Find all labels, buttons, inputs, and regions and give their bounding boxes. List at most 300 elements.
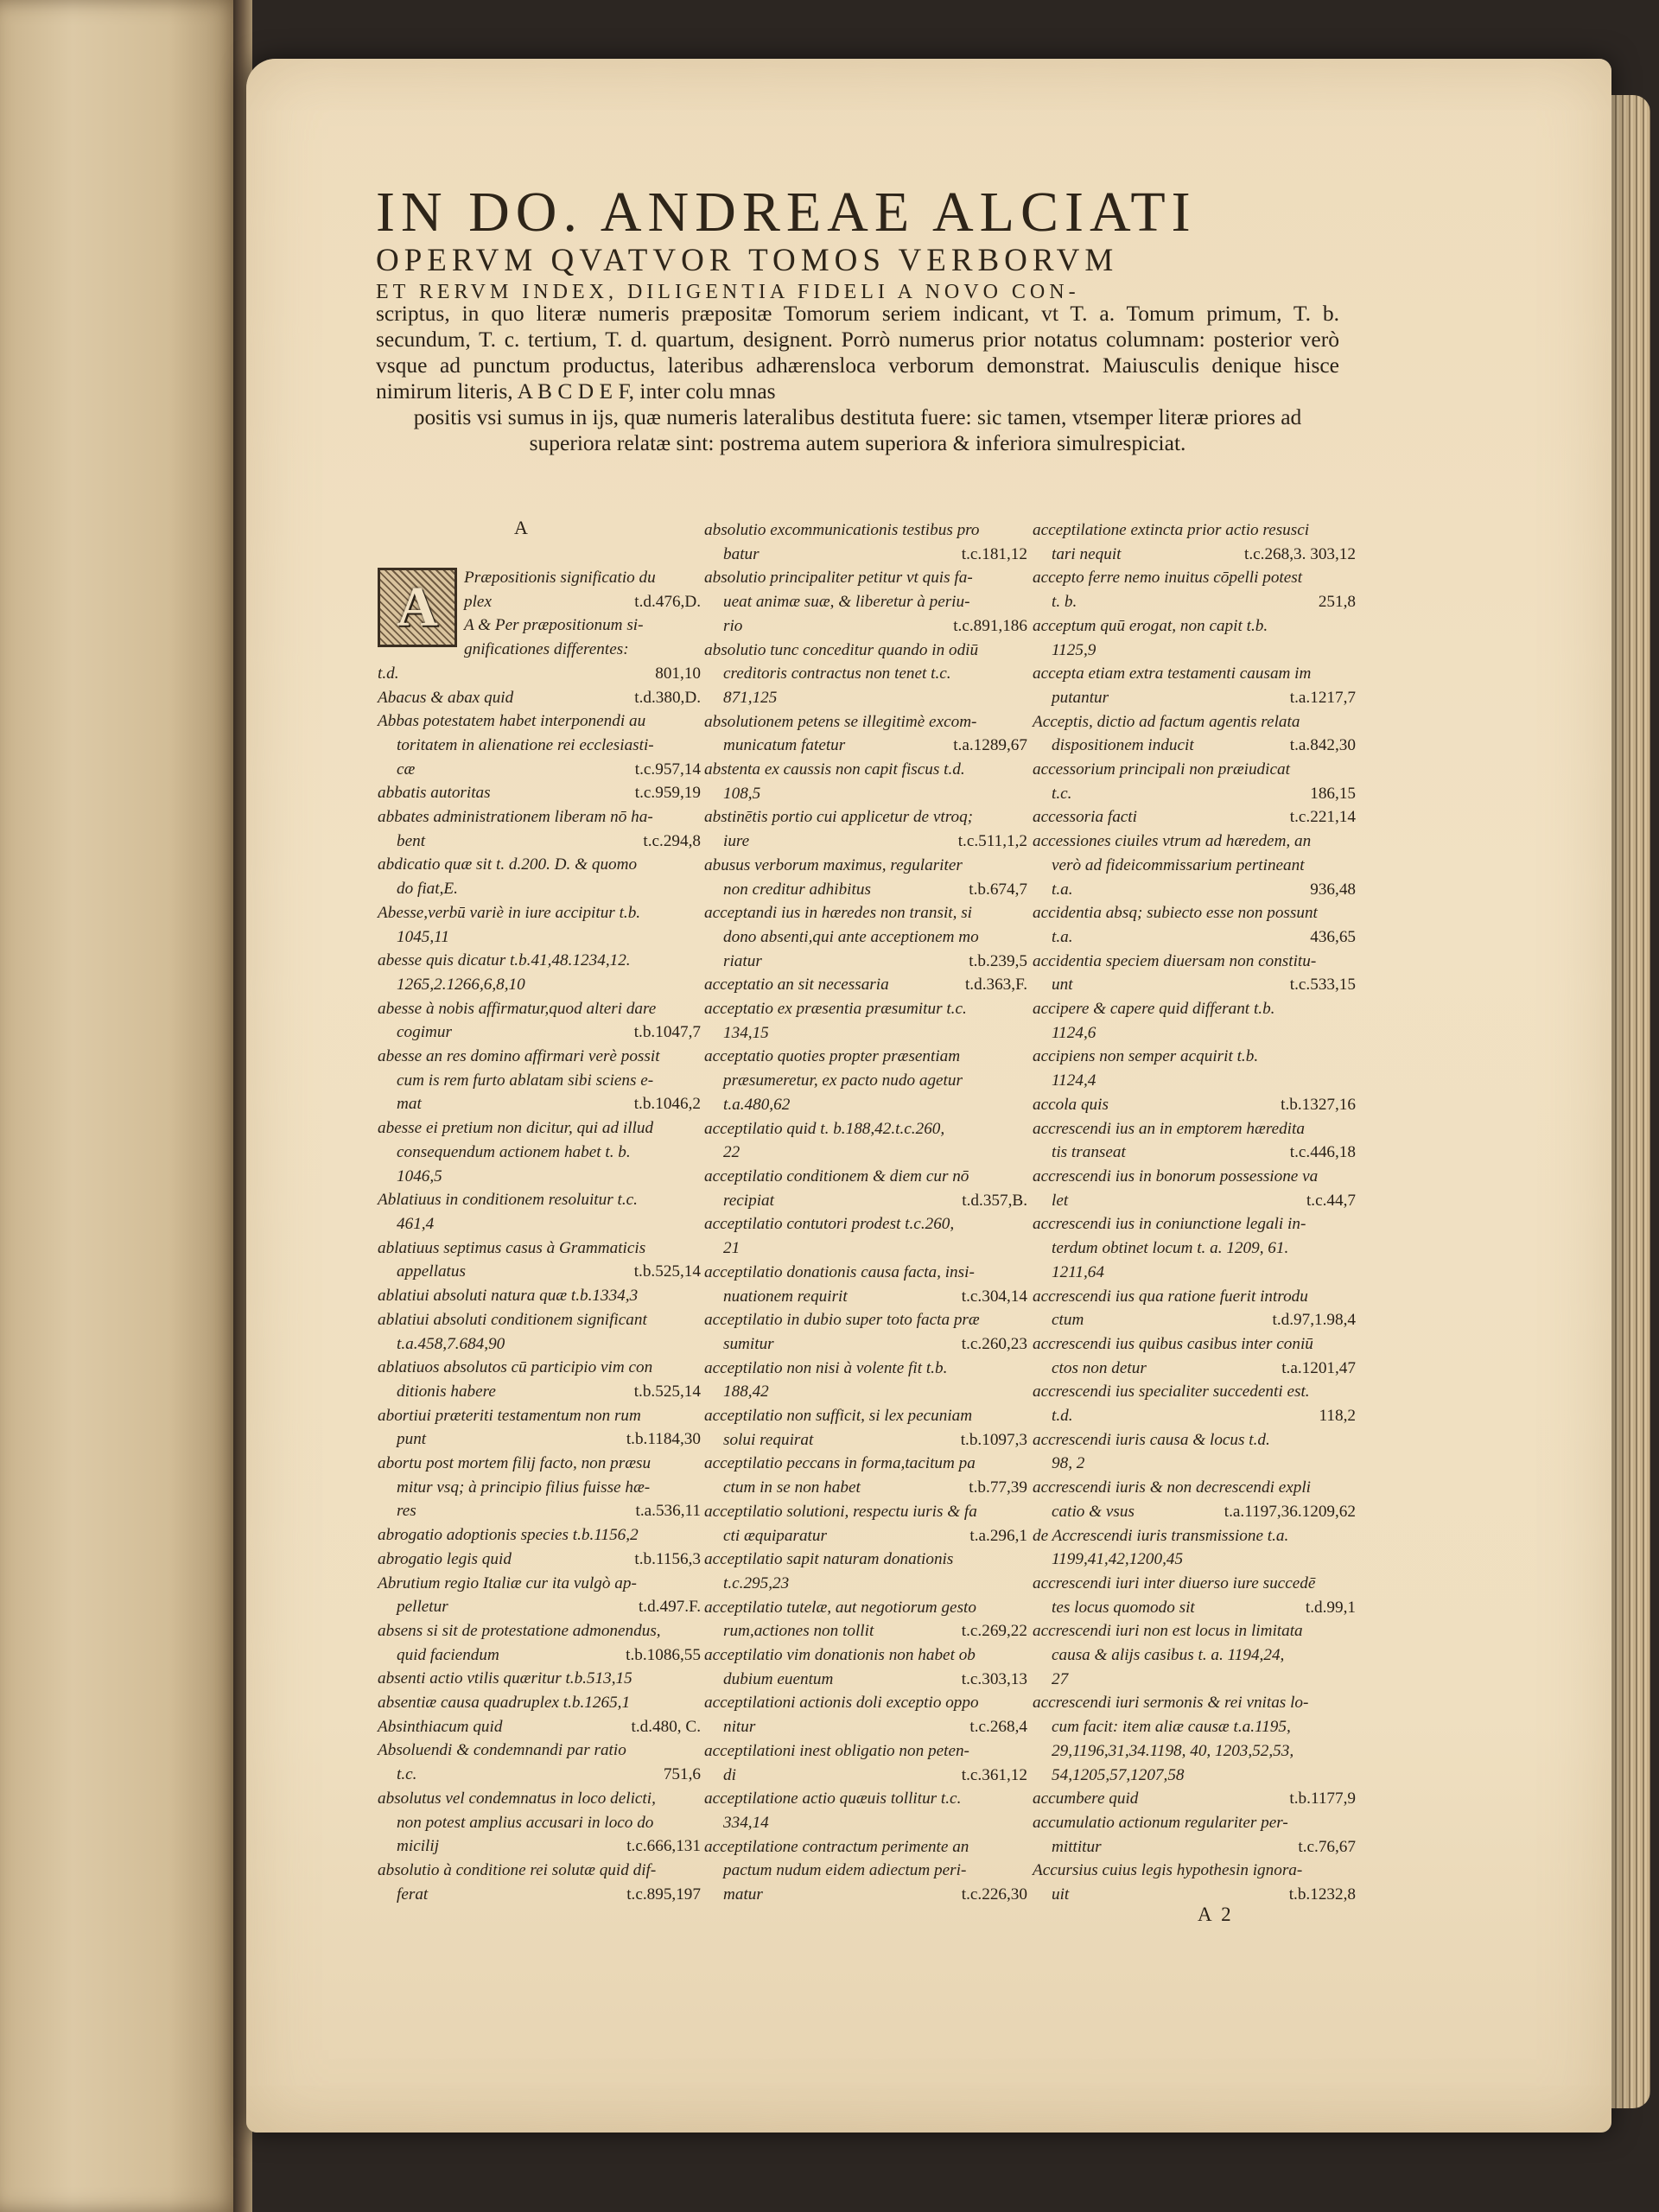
index-entry-continuation: toritatem in alienatione rei ecclesiasti- — [397, 735, 654, 754]
index-entry-head: accrescendi iuris & non decrescendi expli — [1033, 1478, 1311, 1497]
index-entry — [378, 901, 706, 949]
index-entry-head: accola quis t.b.1327,16 — [1033, 1093, 1361, 1117]
index-entry-head: accepto ferre nemo inuitus cōpelli potest — [1033, 569, 1303, 588]
index-entry-ref: t.d.99,1 — [1305, 1598, 1356, 1617]
index-entry-continuation: 54,1205,57,1207,58 — [1052, 1765, 1185, 1784]
index-entry-head: abesse quis dicatur t.b.41,48.1234,12. — [378, 951, 631, 970]
index-entry — [378, 1188, 706, 1236]
index-entry-head: acceptilationi actionis doli exceptio oppo — [704, 1694, 979, 1713]
index-entry-ref: 936,48 — [1310, 880, 1356, 899]
index-entry — [1033, 1811, 1361, 1859]
index-entry-continuation: pactum nudum eidem adiectum peri- — [723, 1861, 967, 1880]
index-entry-ref: t.c.666,131 — [626, 1837, 701, 1856]
index-entry — [704, 901, 1033, 973]
index-entry — [1033, 1859, 1361, 1906]
index-entry — [1033, 1045, 1361, 1092]
index-entry-continuation: 871,125 — [723, 688, 778, 707]
index-entry — [378, 781, 706, 805]
index-entry-continuation: di t.c.361,12 — [704, 1764, 1033, 1788]
index-entry-head: abesse ei pretium non dicitur, qui ad illud — [378, 1119, 654, 1138]
index-entry-continuation: 1199,41,42,1200,45 — [1052, 1550, 1184, 1569]
index-entry-head: accidentia absq; subiecto esse non possunt — [1033, 904, 1318, 923]
index-entry-continuation: matur t.c.226,30 — [704, 1883, 1033, 1907]
index-entry — [1033, 1212, 1361, 1284]
index-entry — [378, 1452, 706, 1523]
index-entry-ref: 801,10 — [655, 664, 701, 683]
index-entry — [704, 1739, 1033, 1787]
index-entry-continuation: bent t.c.294,8 — [378, 830, 706, 854]
index-entry-continuation: dubium euentum t.c.303,13 — [704, 1668, 1033, 1692]
index-entry-head: A & Per præpositionum si- — [464, 616, 644, 635]
index-entry — [704, 1596, 1033, 1643]
index-entry-head: acceptatio ex præsentia præsumitur t.c. — [704, 1000, 967, 1019]
index-entry-head: acceptilatio donationis causa facta, insi- — [704, 1262, 975, 1281]
index-entry-continuation: creditoris contractus non tenet t.c. — [723, 664, 951, 683]
index-entry-head: absolutio tunc conceditur quando in odiū — [704, 640, 979, 659]
index-entry-continuation: t.a. 436,65 — [1033, 925, 1361, 950]
index-entry-ref: 436,65 — [1310, 927, 1356, 946]
index-entry-head: absolutionem petens se illegitimè excom- — [704, 712, 977, 731]
index-entry-continuation: t.a.480,62 — [723, 1095, 791, 1114]
index-entry-continuation: 29,1196,31,34.1198, 40, 1203,52,53, — [1052, 1741, 1294, 1760]
index-entry-ref: t.c.294,8 — [643, 831, 701, 850]
index-entry-ref: 118,2 — [1319, 1407, 1356, 1426]
index-entry — [1033, 1476, 1361, 1523]
index-entry-continuation: t.d. 118,2 — [1033, 1404, 1361, 1428]
index-entry-ref: t.c.303,13 — [961, 1669, 1027, 1688]
index-entry — [1033, 1332, 1361, 1380]
index-entry-head: abbates administrationem liberam nō ha- — [378, 808, 653, 827]
index-entry-ref: t.c.268,3. 303,12 — [1244, 544, 1356, 563]
index-entry — [1033, 830, 1361, 901]
index-entry — [1033, 758, 1361, 805]
index-entry-continuation: 1045,11 — [397, 927, 449, 946]
index-entry-head: acceptilatione extincta prior actio resusci — [1033, 521, 1310, 539]
index-entry-head: abesse à nobis affirmatur,quod alteri dare — [378, 999, 657, 1018]
index-entry-ref: t.b.1177,9 — [1289, 1789, 1356, 1808]
index-entry — [1033, 566, 1361, 613]
index-entry-head: acceptilatio non sufficit, si lex pecuniam — [704, 1407, 973, 1426]
index-entry-ref: t.d.480, C. — [631, 1717, 701, 1736]
index-entry-head: accrescendi iuri inter diuerso iure succedē — [1033, 1573, 1316, 1592]
index-entry-head: absolutio à conditione rei solutæ quid dif- — [378, 1860, 657, 1879]
index-entry-continuation: 188,42 — [723, 1382, 769, 1402]
index-entry-ref: t.d.363,F. — [964, 976, 1027, 995]
index-entry-continuation: batur t.c.181,12 — [704, 543, 1033, 567]
index-entry-continuation: punt t.b.1184,30 — [378, 1427, 706, 1452]
index-entry — [704, 1548, 1033, 1595]
index-entry — [1033, 950, 1361, 997]
index-entry-ref: t.c.304,14 — [961, 1287, 1027, 1306]
index-entry-continuation: ditionis habere t.b.525,14 — [378, 1380, 706, 1404]
index-entry-head: abusus verborum maximus, regulariter — [704, 855, 963, 874]
index-entry-head: absolutus vel condemnatus in loco delicti, — [378, 1789, 656, 1808]
index-entry-ref: t.d.97,1.98,4 — [1272, 1311, 1356, 1330]
index-entry-continuation: 1046,5 — [397, 1166, 442, 1185]
index-entry-head: acceptilatio tutelæ, aut negotiorum gesto — [704, 1598, 976, 1617]
index-entry — [704, 1452, 1033, 1499]
index-entry-continuation: micilij t.c.666,131 — [378, 1834, 706, 1859]
index-entry-continuation: ctum in se non habet t.b.77,39 — [704, 1476, 1033, 1500]
index-subtitle-line2: ET RERVM INDEX, DILIGENTIA FIDELI A NOVO CON- — [376, 281, 1080, 303]
index-entry — [704, 518, 1033, 566]
index-entry — [704, 1404, 1033, 1452]
index-entry-continuation: pelletur t.d.497.F. — [378, 1595, 706, 1619]
index-entry-head: t.d. 801,10 — [378, 662, 706, 686]
index-column-1 — [378, 566, 706, 1906]
index-entry-ref: t.c.533,15 — [1289, 976, 1356, 995]
index-entry-ref: t.b.1184,30 — [626, 1430, 701, 1449]
index-entry-ref: t.c.260,23 — [961, 1334, 1027, 1353]
index-entry-ref: t.d.380,D. — [634, 688, 701, 707]
index-entry-head: acceptum quū erogat, non capit t.b. — [1033, 616, 1268, 635]
index-entry — [704, 1691, 1033, 1738]
index-entry — [704, 1045, 1033, 1116]
index-entry — [704, 566, 1033, 638]
index-entry — [704, 1643, 1033, 1691]
index-entry — [378, 1572, 706, 1619]
index-entry-continuation: gnificationes differentes: — [464, 640, 629, 659]
index-entry-head: accumulatio actionum regulariter per- — [1033, 1813, 1288, 1832]
index-entry-head: accipiens non semper acquirit t.b. — [1033, 1047, 1259, 1066]
index-entry-continuation: non potest amplius accusari in loco do — [397, 1813, 654, 1832]
index-entry — [704, 1261, 1033, 1308]
index-entry-head: Acceptis, dictio ad factum agentis relata — [1033, 712, 1300, 731]
index-entry-continuation: rum,actiones non tollit t.c.269,22 — [704, 1619, 1033, 1643]
index-entry-continuation: t.c. 186,15 — [1033, 782, 1361, 806]
index-entry — [378, 709, 706, 781]
index-entry-ref: t.b.674,7 — [969, 880, 1027, 899]
index-subtitle-line1: OPERVM QVATVOR TOMOS VERBORVM — [376, 243, 1119, 278]
index-entry-continuation: municatum fatetur t.a.1289,67 — [704, 734, 1033, 758]
index-entry-head: de Accrescendi iuris transmissione t.a. — [1033, 1526, 1289, 1545]
index-entry — [378, 1715, 706, 1739]
index-entry-continuation: cum facit: item aliæ causæ t.a.1195, — [1052, 1718, 1291, 1737]
index-entry — [704, 1117, 1033, 1165]
index-entry-head: Abesse,verbū variè in iure accipitur t.b. — [378, 903, 641, 922]
index-entry-continuation: quid faciendum t.b.1086,55 — [378, 1643, 706, 1668]
index-entry — [704, 973, 1033, 997]
index-entry — [378, 1308, 706, 1356]
index-entry-continuation: tari nequit t.c.268,3. 303,12 — [1033, 543, 1361, 567]
index-entry — [704, 1357, 1033, 1404]
index-entry-continuation: præsumeretur, ex pacto nudo agetur — [723, 1071, 963, 1090]
index-entry — [378, 805, 706, 853]
index-entry — [378, 1619, 706, 1667]
index-entry-head: abstinētis portio cui applicetur de vtroq; — [704, 808, 974, 827]
index-entry — [378, 1284, 706, 1308]
index-entry-continuation: nitur t.c.268,4 — [704, 1715, 1033, 1739]
index-entry-head: absens si sit de protestatione admonendus, — [378, 1621, 661, 1640]
index-entry — [378, 1045, 706, 1116]
index-entry-ref: 251,8 — [1318, 593, 1356, 612]
index-entry-head: absolutio excommunicationis testibus pro — [704, 521, 980, 539]
index-entry-head: acceptilatio vim donationis non habet ob — [704, 1646, 976, 1665]
index-entry — [1033, 614, 1361, 662]
index-entry — [1033, 1524, 1361, 1572]
index-entry-head: accepta etiam extra testamenti causam im — [1033, 664, 1312, 683]
index-entry-continuation: 21 — [723, 1239, 741, 1258]
index-entry-head: accipere & capere quid differant t.b. — [1033, 1000, 1275, 1019]
index-entry-head: Absoluendi & condemnandi par ratio — [378, 1741, 626, 1760]
index-entry-ref: t.c.269,22 — [961, 1622, 1027, 1641]
index-entry — [704, 639, 1033, 710]
index-entry-continuation: catio & vsus t.a.1197,36.1209,62 — [1033, 1500, 1361, 1524]
index-entry — [1033, 1619, 1361, 1691]
index-entry-continuation: unt t.c.533,15 — [1033, 973, 1361, 997]
index-entry-ref: t.b.1156,3 — [634, 1549, 701, 1568]
index-entry-ref: t.b.1232,8 — [1288, 1885, 1356, 1904]
index-entry-head: accidentia speciem diuersam non constitu- — [1033, 951, 1317, 970]
index-entry-continuation: tes locus quomodo sit t.d.99,1 — [1033, 1596, 1361, 1620]
index-entry — [378, 1404, 706, 1452]
index-entry-continuation: t.a.458,7.684,90 — [397, 1334, 505, 1353]
left-page-edge — [0, 0, 242, 2212]
index-entry-continuation: let t.c.44,7 — [1033, 1189, 1361, 1213]
index-entry-head: accrescendi iuris causa & locus t.d. — [1033, 1430, 1270, 1449]
index-entry — [1033, 1117, 1361, 1165]
index-entry — [704, 997, 1033, 1045]
index-entry-head: Præpositionis significatio du — [464, 569, 656, 587]
index-entry-ref: t.c.959,19 — [634, 784, 701, 803]
index-entry-ref: t.c.446,18 — [1289, 1143, 1356, 1162]
index-entry-continuation: dispositionem inducit t.a.842,30 — [1033, 734, 1361, 758]
index-entry-ref: t.d.357,B. — [962, 1191, 1027, 1210]
index-entry-ref: t.a.1217,7 — [1289, 688, 1356, 707]
index-entry — [1033, 1428, 1361, 1476]
index-entry-continuation: recipiat t.d.357,B. — [704, 1189, 1033, 1213]
index-entry-ref: t.c.221,14 — [1289, 808, 1356, 827]
index-entry-head: acceptilatione contractum perimente an — [704, 1837, 969, 1856]
index-entry-head: acceptilatio quid t. b.188,42.t.c.260, — [704, 1119, 945, 1138]
index-entry — [1033, 1787, 1361, 1811]
index-entry-head: Accursius cuius legis hypothesin ignora- — [1033, 1861, 1303, 1880]
index-entry-head: acceptilatio non nisi à volente fit t.b. — [704, 1358, 948, 1377]
index-entry-head: absenti actio vtilis quæritur t.b.513,15 — [378, 1669, 632, 1688]
decorated-initial — [378, 568, 457, 647]
signature-mark: A 2 — [1198, 1904, 1234, 1925]
index-entry-continuation: iure t.c.511,1,2 — [704, 830, 1033, 854]
index-entry-continuation: ctum t.d.97,1.98,4 — [1033, 1308, 1361, 1332]
index-entry-head: abrogatio adoptionis species t.b.1156,2 — [378, 1526, 639, 1545]
index-entry-head: Abrutium regio Italiæ cur ita vulgò ap- — [378, 1573, 637, 1592]
index-entry-head: ablatiuos absolutos cū participio vim con — [378, 1358, 653, 1377]
index-entry-ref: 186,15 — [1310, 784, 1356, 803]
index-entry — [378, 1738, 706, 1786]
index-entry-continuation: plex t.d.476,D. — [378, 590, 706, 614]
index-entry — [1033, 662, 1361, 709]
index-entry-continuation: 334,14 — [723, 1813, 769, 1832]
index-entry — [378, 853, 706, 900]
index-entry-ref: t.d.497.F. — [638, 1598, 701, 1617]
index-entry-continuation: tis transeat t.c.446,18 — [1033, 1141, 1361, 1165]
index-entry-continuation: mittitur t.c.76,67 — [1033, 1835, 1361, 1859]
index-entry-head: Ablatiuus in conditionem resoluitur t.c. — [378, 1191, 638, 1210]
index-entry-head: ablatiui absoluti natura quæ t.b.1334,3 — [378, 1287, 639, 1306]
index-entry-ref: t.c.181,12 — [961, 544, 1027, 563]
index-entry-ref: t.b.77,39 — [969, 1478, 1027, 1497]
index-entry-head: acceptilationi inest obligatio non peten- — [704, 1741, 969, 1760]
index-entry-continuation: 27 — [1052, 1669, 1069, 1688]
index-entry-ref: t.c.361,12 — [961, 1765, 1027, 1784]
index-entry-continuation: 108,5 — [723, 784, 761, 803]
index-entry-ref: t.c.44,7 — [1306, 1191, 1356, 1210]
index-entry-head: Abbas potestatem habet interponendi au — [378, 712, 646, 731]
index-entry — [1033, 805, 1361, 830]
index-entry — [704, 1500, 1033, 1548]
index-entry-continuation: non creditur adhibitus t.b.674,7 — [704, 878, 1033, 902]
index-entry-head: acceptilatione actio quæuis tollitur t.c. — [704, 1789, 962, 1808]
index-entry-head: abstenta ex caussis non capit fiscus t.d. — [704, 760, 965, 779]
index-entry — [378, 1236, 706, 1284]
index-entry — [378, 1356, 706, 1403]
index-entry — [1033, 710, 1361, 758]
index-entry — [704, 1165, 1033, 1212]
index-entry-ref: t.b.1097,3 — [960, 1430, 1027, 1449]
index-entry — [378, 1523, 706, 1548]
index-entry-continuation: riatur t.b.239,5 — [704, 950, 1033, 974]
index-entry-head: acceptilatio in dubio super toto facta præ — [704, 1311, 980, 1330]
index-entry-continuation: rio t.c.891,186 — [704, 614, 1033, 639]
index-entry — [378, 662, 706, 686]
index-entry-head: acceptilatio contutori prodest t.c.260, — [704, 1215, 955, 1234]
index-entry-head: acceptatio quoties propter præsentiam — [704, 1047, 961, 1066]
index-entry-head: absolutio principaliter petitur vt quis fa- — [704, 569, 973, 588]
index-entry-ref: t.c.895,197 — [626, 1885, 701, 1904]
index-entry-head: accrescendi ius in coniunctione legali in- — [1033, 1215, 1306, 1234]
index-entry — [704, 758, 1033, 805]
index-entry-continuation: uit t.b.1232,8 — [1033, 1883, 1361, 1907]
index-entry-continuation: sumitur t.c.260,23 — [704, 1332, 1033, 1357]
index-entry-continuation: putantur t.a.1217,7 — [1033, 686, 1361, 710]
index-entry-continuation: mitur vsq; à principio filius fuisse hæ- — [397, 1478, 651, 1497]
index-entry — [378, 1667, 706, 1691]
index-entry-ref: t.a.842,30 — [1289, 736, 1356, 755]
index-entry-ref: t.b.1327,16 — [1281, 1095, 1356, 1114]
index-entry — [378, 1548, 706, 1572]
index-entry — [1033, 1691, 1361, 1787]
index-entry-continuation: t. b. 251,8 — [1033, 590, 1361, 614]
index-entry-continuation: 1211,64 — [1052, 1262, 1104, 1281]
index-entry — [378, 997, 706, 1045]
index-entry-ref: t.c.511,1,2 — [957, 832, 1027, 851]
index-entry-ref: t.b.1086,55 — [626, 1645, 701, 1664]
index-entry-head: accrescendi ius qua ratione fuerit introdu — [1033, 1287, 1308, 1306]
index-entry-ref: t.b.239,5 — [969, 951, 1027, 970]
index-entry — [704, 710, 1033, 758]
index-entry-continuation: mat t.b.1046,2 — [378, 1092, 706, 1116]
index-entry-continuation: res t.a.536,11 — [378, 1499, 706, 1523]
index-entry-ref: t.b.1046,2 — [633, 1095, 701, 1114]
index-entry-head: accrescendi ius in bonorum possessione va — [1033, 1166, 1319, 1185]
index-entry-head: accrescendi iuri non est locus in limitata — [1033, 1622, 1303, 1641]
index-entry-head: acceptilatio solutioni, respectu iuris & fa — [704, 1502, 977, 1521]
index-intro-text: scriptus, in quo literæ numeris præpositæ Tomorum seriem indicant, vt T. a. Tomum primum, T. b. secundum, T. c. tertium, T. d. quartum, designent. Porrò numerus prior notatus columnam: posterior verò vsque ad punctum productus, lateribus adhærensloca verborum demonstrat. Maiusculis denique hisce nimirum literis, A B C D E F, inter colu mnas — [376, 301, 1339, 404]
index-entry-ref: t.c.891,186 — [953, 616, 1027, 635]
index-entry-head: acceptilatio conditionem & diem cur nō — [704, 1166, 969, 1185]
index-entry-head: accrescendi ius specialiter succedenti est. — [1033, 1382, 1310, 1402]
index-entry-head: abesse an res domino affirmari verè possit — [378, 1047, 660, 1066]
index-entry-ref: t.c.226,30 — [961, 1885, 1027, 1904]
index-entry-continuation: t.c.295,23 — [723, 1573, 790, 1592]
index-entry-continuation: terdum obtinet locum t. a. 1209, 61. — [1052, 1239, 1289, 1258]
index-entry-continuation: nuationem requirit t.c.304,14 — [704, 1285, 1033, 1309]
index-entry-head: accrescendi ius quibus casibus inter coniū — [1033, 1334, 1313, 1353]
index-entry — [704, 854, 1033, 901]
index-entry-head: accrescendi iuri sermonis & rei vnitas lo- — [1033, 1694, 1309, 1713]
index-entry-head: accessiones ciuiles vtrum ad hæredem, an — [1033, 832, 1312, 851]
index-entry-continuation: verò ad fideicommissarium pertineant — [1052, 855, 1305, 874]
index-entry — [1033, 997, 1361, 1045]
index-entry-continuation: 1265,2.1266,6,8,10 — [397, 975, 525, 994]
index-entry-continuation: do fiat,E. — [397, 880, 458, 899]
index-entry-continuation: cti æquiparatur t.a.296,1 — [704, 1524, 1033, 1548]
index-entry — [1033, 1165, 1361, 1212]
index-entry-continuation: ferat t.c.895,197 — [378, 1883, 706, 1907]
index-entry — [378, 949, 706, 996]
index-entry — [378, 686, 706, 710]
index-entry — [1033, 1093, 1361, 1117]
index-entry-ref: t.b.1047,7 — [633, 1023, 701, 1042]
index-entry-head: abortiui præteriti testamentum non rum — [378, 1406, 641, 1425]
index-entry-continuation: ueat animæ suæ, & liberetur à periu- — [723, 593, 970, 612]
index-entry-continuation: 461,4 — [397, 1214, 435, 1233]
index-entry-ref: t.a.296,1 — [969, 1526, 1027, 1545]
index-entry-head: accumbere quid t.b.1177,9 — [1033, 1787, 1361, 1811]
index-entry — [1033, 518, 1361, 566]
index-entry-continuation: 134,15 — [723, 1023, 769, 1042]
index-entry-continuation: 22 — [723, 1143, 741, 1162]
index-entry-continuation: cogimur t.b.1047,7 — [378, 1020, 706, 1045]
index-entry — [1033, 1285, 1361, 1332]
index-entry-ref: t.d.476,D. — [634, 592, 701, 611]
index-entry-head: abortu post mortem filij facto, non præsu — [378, 1454, 652, 1473]
index-entry — [378, 1787, 706, 1859]
index-entry-ref: t.a.536,11 — [635, 1502, 701, 1521]
index-entry-ref: t.a.1289,67 — [953, 736, 1027, 755]
index-entry — [704, 1835, 1033, 1907]
index-entry-head: abrogatio legis quid t.b.1156,3 — [378, 1548, 706, 1572]
index-column-2 — [704, 518, 1033, 1907]
index-entry-head: acceptilatio sapit naturam donationis — [704, 1550, 954, 1569]
index-entry — [1033, 901, 1361, 949]
index-entry-continuation: t.c. 751,6 — [378, 1763, 706, 1787]
index-entry — [378, 1859, 706, 1906]
index-entry-head: ablatiui absoluti conditionem significant — [378, 1310, 647, 1329]
index-entry-head: Abacus & abax quid t.d.380,D. — [378, 686, 706, 710]
index-entry — [704, 1212, 1033, 1260]
index-entry-continuation: dono absenti,qui ante acceptionem mo — [723, 927, 979, 946]
index-entry-head: abbatis autoritas t.c.959,19 — [378, 781, 706, 805]
index-entry-continuation: consequendum actionem habet t. b. — [397, 1142, 631, 1161]
index-entry — [378, 1691, 706, 1715]
index-entry-continuation: ctos non detur t.a.1201,47 — [1033, 1357, 1361, 1381]
index-title: IN DO. ANDREAE ALCIATI — [376, 181, 1197, 244]
index-entry — [704, 805, 1033, 853]
index-entry — [1033, 1380, 1361, 1427]
index-entry-head: ablatiuus septimus casus à Grammaticis — [378, 1238, 646, 1257]
index-entry-continuation: 1124,6 — [1052, 1023, 1096, 1042]
index-entry-head: acceptandi ius in hæredes non transit, si — [704, 904, 973, 923]
section-letter: A — [514, 517, 528, 538]
index-entry-head: abdicatio quæ sit t. d.200. D. & quomo — [378, 855, 638, 874]
index-entry-continuation: 1125,9 — [1052, 640, 1096, 659]
index-entry-head: accessoria facti t.c.221,14 — [1033, 805, 1361, 830]
index-entry-continuation: cæ t.c.957,14 — [378, 758, 706, 782]
index-column-3 — [1033, 518, 1361, 1907]
index-entry-continuation: appellatus t.b.525,14 — [378, 1260, 706, 1284]
index-entry-head: accessorium principali non præiudicat — [1033, 760, 1290, 779]
